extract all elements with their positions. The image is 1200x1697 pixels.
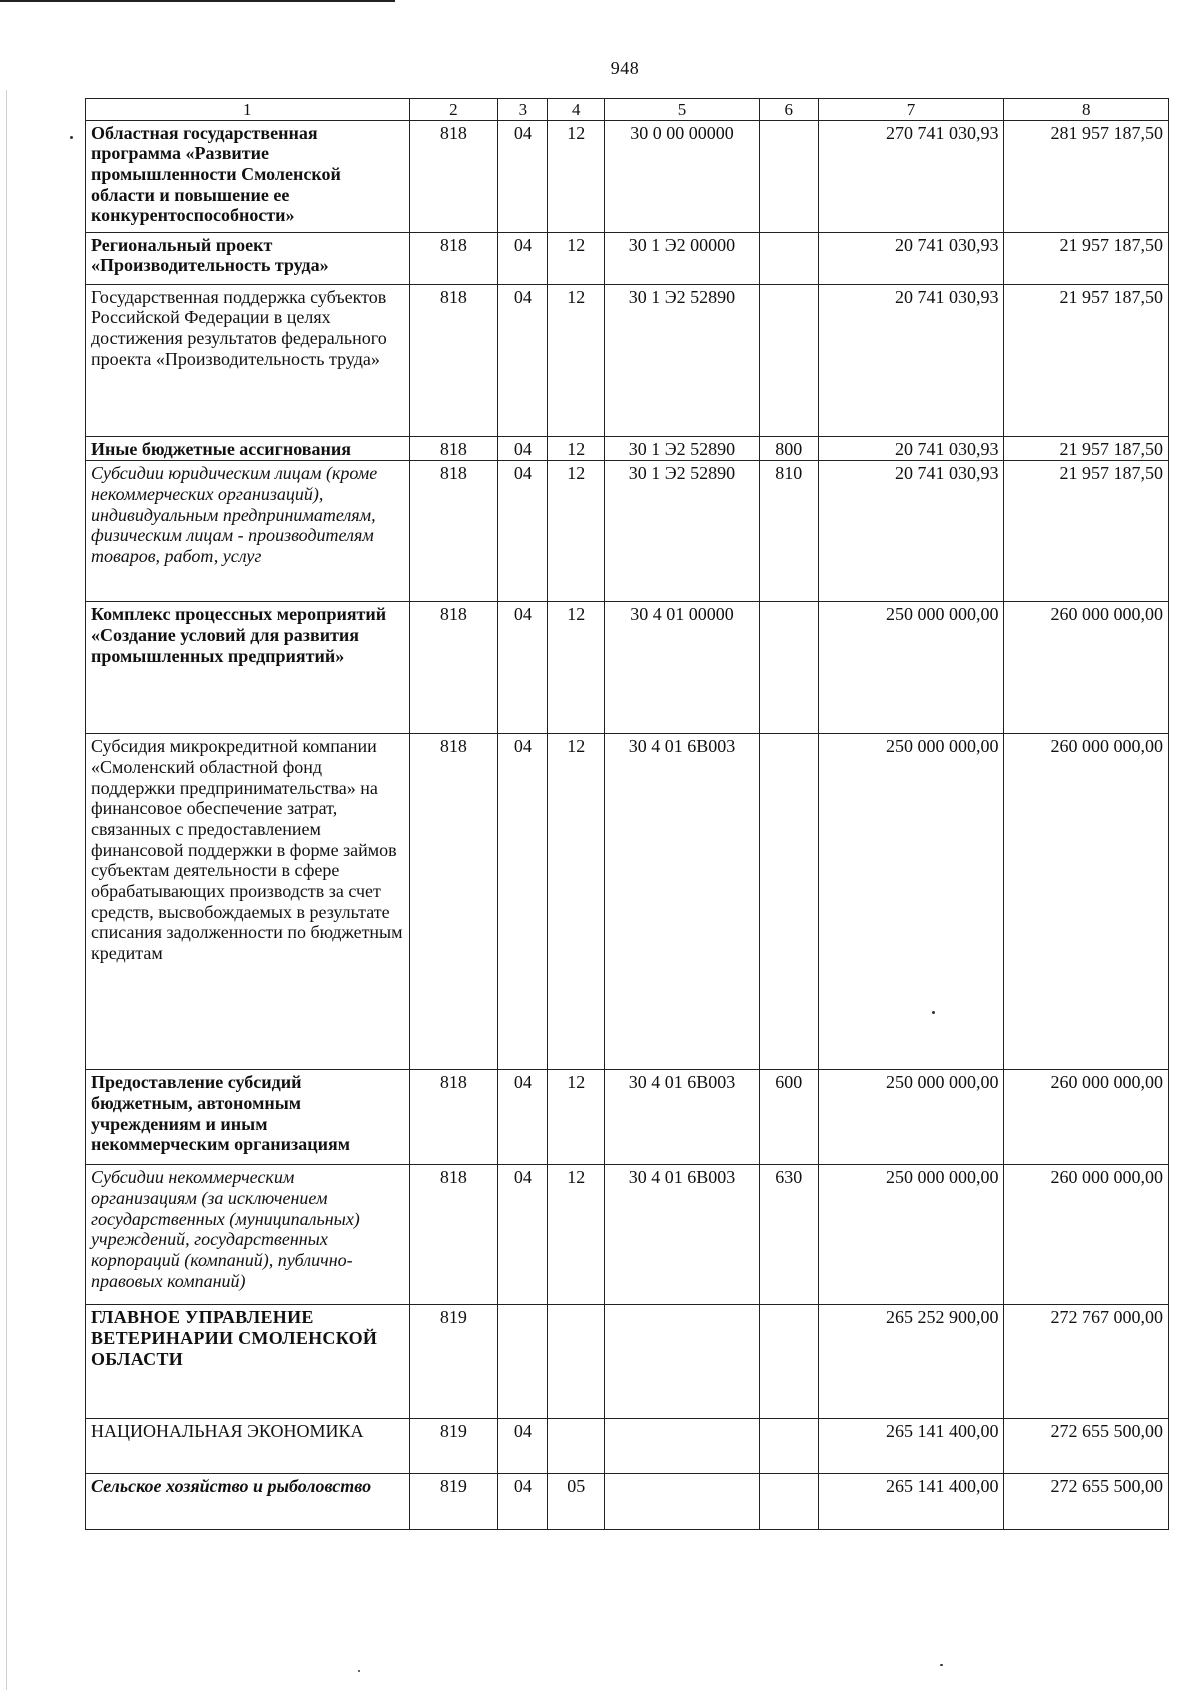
cell-c5: 30 0 00 00000 (605, 120, 760, 232)
cell-c2: 819 (409, 1419, 498, 1474)
row-name: Областная государственная программа «Развитие промышленности Смоленской области и повышение ее конкурентоспособности» (86, 120, 410, 232)
cell-c3: 04 (498, 461, 548, 602)
cell-c2: 818 (409, 602, 498, 734)
cell-c3: 04 (498, 1070, 548, 1165)
cell-c7: 20 741 030,93 (818, 232, 1004, 284)
cell-c7: 20 741 030,93 (818, 284, 1004, 436)
cell-c7: 265 141 400,00 (818, 1419, 1004, 1474)
header-cell: 7 (818, 99, 1004, 121)
scan-speck (932, 1011, 935, 1014)
cell-c5: 30 1 Э2 52890 (605, 436, 760, 461)
cell-c7: 270 741 030,93 (818, 120, 1004, 232)
row-name: Субсидии юридическим лицам (кроме некоммерческих организаций), индивидуальным предпринимателям, физическим лицам - производителям товаров, работ, услуг (86, 461, 410, 602)
cell-c5 (605, 1305, 760, 1419)
cell-c8: 21 957 187,50 (1004, 232, 1169, 284)
cell-c3: 04 (498, 436, 548, 461)
cell-c2: 819 (409, 1305, 498, 1419)
cell-c8: 260 000 000,00 (1004, 1165, 1169, 1305)
scan-speck (358, 1670, 360, 1672)
cell-c6 (759, 232, 818, 284)
cell-c6: 800 (759, 436, 818, 461)
cell-c8: 21 957 187,50 (1004, 284, 1169, 436)
cell-c3: 04 (498, 602, 548, 734)
cell-c4: 12 (548, 1070, 605, 1165)
row-name: Комплекс процессных мероприятий «Создание условий для развития промышленных предприятий» (86, 602, 410, 734)
header-row (86, 99, 1169, 121)
scan-speck (940, 1664, 943, 1666)
cell-c3: 04 (498, 1474, 548, 1530)
table-row (86, 120, 1169, 232)
cell-c5: 30 4 01 6В003 (605, 734, 760, 1070)
cell-c6 (759, 1474, 818, 1530)
header-cell: 5 (605, 99, 760, 121)
cell-c2: 818 (409, 284, 498, 436)
cell-c4: 12 (548, 232, 605, 284)
cell-c4: 12 (548, 1165, 605, 1305)
cell-c8: 260 000 000,00 (1004, 1070, 1169, 1165)
cell-c3: 04 (498, 284, 548, 436)
cell-c2: 818 (409, 232, 498, 284)
cell-c2: 818 (409, 734, 498, 1070)
table-row (86, 602, 1169, 734)
cell-c7: 20 741 030,93 (818, 436, 1004, 461)
cell-c7: 250 000 000,00 (818, 1165, 1004, 1305)
header-cell: 2 (409, 99, 498, 121)
row-name: Иные бюджетные ассигнования (86, 436, 410, 461)
cell-c8: 281 957 187,50 (1004, 120, 1169, 232)
cell-c2: 818 (409, 461, 498, 602)
cell-c2: 818 (409, 1165, 498, 1305)
cell-c4: 12 (548, 602, 605, 734)
cell-c8: 260 000 000,00 (1004, 602, 1169, 734)
cell-c7: 20 741 030,93 (818, 461, 1004, 602)
cell-c4 (548, 1305, 605, 1419)
table-row (86, 1419, 1169, 1474)
cell-c7: 265 252 900,00 (818, 1305, 1004, 1419)
cell-c5: 30 1 Э2 52890 (605, 284, 760, 436)
cell-c8: 272 655 500,00 (1004, 1474, 1169, 1530)
cell-c5 (605, 1474, 760, 1530)
cell-c4 (548, 1419, 605, 1474)
table-row (86, 461, 1169, 602)
cell-c4: 12 (548, 284, 605, 436)
cell-c4: 12 (548, 436, 605, 461)
scan-left-edge (6, 90, 7, 1690)
cell-c5: 30 4 01 6В003 (605, 1070, 760, 1165)
cell-c6 (759, 602, 818, 734)
cell-c8: 260 000 000,00 (1004, 734, 1169, 1070)
cell-c3: 04 (498, 120, 548, 232)
cell-c5: 30 4 01 00000 (605, 602, 760, 734)
budget-table (85, 98, 1169, 1530)
cell-c6 (759, 1305, 818, 1419)
cell-c7: 250 000 000,00 (818, 602, 1004, 734)
cell-c6 (759, 1419, 818, 1474)
cell-c3: 04 (498, 1419, 548, 1474)
header-cell: 6 (759, 99, 818, 121)
cell-c2: 818 (409, 1070, 498, 1165)
table-row (86, 1305, 1169, 1419)
cell-c6 (759, 120, 818, 232)
row-name: Сельское хозяйство и рыболовство (86, 1474, 410, 1530)
table-row (86, 1070, 1169, 1165)
scan-edge-line (0, 0, 395, 2)
cell-c6: 630 (759, 1165, 818, 1305)
cell-c2: 818 (409, 120, 498, 232)
cell-c2: 819 (409, 1474, 498, 1530)
table-row (86, 734, 1169, 1070)
cell-c3: 04 (498, 232, 548, 284)
cell-c5: 30 4 01 6В003 (605, 1165, 760, 1305)
table-row (86, 284, 1169, 436)
cell-c5 (605, 1419, 760, 1474)
cell-c4: 05 (548, 1474, 605, 1530)
cell-c3: 04 (498, 1165, 548, 1305)
header-cell: 8 (1004, 99, 1169, 121)
header-cell: 1 (86, 99, 410, 121)
row-name: Субсидии некоммерческим организациям (за исключением государственных (муниципальных) учреждений, государственных корпораций (компаний), публично-правовых компаний) (86, 1165, 410, 1305)
cell-c7: 250 000 000,00 (818, 1070, 1004, 1165)
header-cell: 4 (548, 99, 605, 121)
row-name: Предоставление субсидий бюджетным, автономным учреждениям и иным некоммерческим организациям (86, 1070, 410, 1165)
row-name: ГЛАВНОЕ УПРАВЛЕНИЕ ВЕТЕРИНАРИИ СМОЛЕНСКОЙ ОБЛАСТИ (86, 1305, 410, 1419)
cell-c4: 12 (548, 120, 605, 232)
cell-c8: 21 957 187,50 (1004, 436, 1169, 461)
cell-c2: 818 (409, 436, 498, 461)
cell-c6 (759, 284, 818, 436)
cell-c5: 30 1 Э2 52890 (605, 461, 760, 602)
cell-c6 (759, 734, 818, 1070)
table-row (86, 1165, 1169, 1305)
page-number: 948 (610, 58, 640, 78)
cell-c7: 265 141 400,00 (818, 1474, 1004, 1530)
cell-c3 (498, 1305, 548, 1419)
cell-c8: 272 655 500,00 (1004, 1419, 1169, 1474)
cell-c4: 12 (548, 461, 605, 602)
cell-c3: 04 (498, 734, 548, 1070)
cell-c8: 21 957 187,50 (1004, 461, 1169, 602)
cell-c6: 600 (759, 1070, 818, 1165)
header-cell: 3 (498, 99, 548, 121)
cell-c6: 810 (759, 461, 818, 602)
cell-c4: 12 (548, 734, 605, 1070)
table-row (86, 1474, 1169, 1530)
table-row (86, 436, 1169, 461)
cell-c7: 250 000 000,00 (818, 734, 1004, 1070)
cell-c5: 30 1 Э2 00000 (605, 232, 760, 284)
row-name: Региональный проект «Производительность труда» (86, 232, 410, 284)
table-row (86, 232, 1169, 284)
row-name: Государственная поддержка субъектов Российской Федерации в целях достижения результатов федерального проекта «Производительность труда» (86, 284, 410, 436)
cell-c8: 272 767 000,00 (1004, 1305, 1169, 1419)
scan-speck (70, 136, 73, 139)
row-name: НАЦИОНАЛЬНАЯ ЭКОНОМИКА (86, 1419, 410, 1474)
row-name: Субсидия микрокредитной компании «Смоленский областной фонд поддержки предпринимательства» на финансовое обеспечение затрат, связанных с предоставлением финансовой поддержки в форме займов субъектам деятельности в сфере обрабатывающих производств за счет средств, высвобождаемых в результате списания задолженности по бюджетным кредитам (86, 734, 410, 1070)
